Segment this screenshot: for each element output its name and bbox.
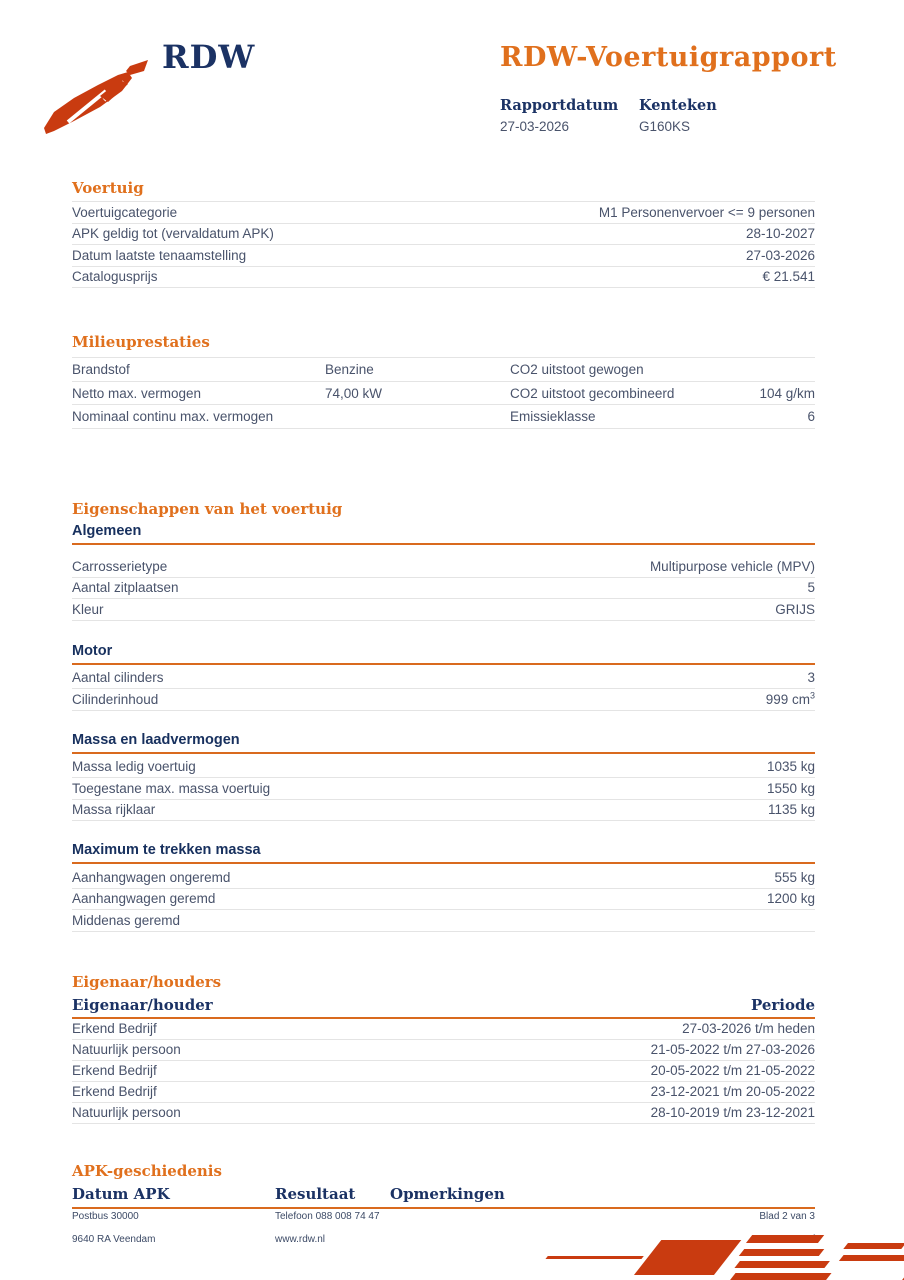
row-label: Voertuigcategorie: [72, 204, 178, 220]
table-row: [72, 757, 815, 779]
section-heading-apk: APK-geschiedenis: [72, 1161, 222, 1180]
row-value-text: 999 cm: [765, 691, 810, 707]
column-header-datum-apk: Datum APK: [72, 1184, 170, 1203]
table-row: [72, 224, 815, 246]
rapportdatum-label: Rapportdatum: [500, 97, 619, 114]
massa-table: [72, 757, 815, 822]
table-row: [72, 689, 815, 711]
column-header-eigenaar: Eigenaar/houder: [72, 995, 213, 1014]
section-heading-voertuig: Voertuig: [72, 179, 144, 197]
column-header-opmerkingen: Opmerkingen: [390, 1184, 505, 1203]
row-label: Carrosserietype: [72, 558, 168, 574]
table-row: [72, 1040, 815, 1061]
table-row: [72, 668, 815, 690]
table-row: [72, 405, 815, 429]
kenteken-value: G160KS: [639, 119, 691, 134]
row-value: 1035 kg: [766, 759, 815, 775]
table-row: [72, 910, 815, 932]
footer-phone: Telefoon 088 008 74 47: [275, 1210, 380, 1222]
table-row: [72, 245, 815, 267]
table-row: [72, 1019, 815, 1040]
row-value: € 21.541: [762, 269, 815, 285]
row-value: Benzine: [325, 361, 374, 377]
row-label: Aanhangwagen ongeremd: [72, 869, 231, 885]
eigenaar-table: [72, 1019, 815, 1124]
table-row: [72, 1061, 815, 1082]
footer-city: 9640 RA Veendam: [72, 1233, 156, 1245]
row-value: 74,00 kW: [325, 385, 383, 401]
table-row: [72, 578, 815, 600]
owner-type: Natuurlijk persoon: [72, 1105, 181, 1121]
row-label: CO2 uitstoot gecombineerd: [510, 385, 675, 401]
row-value: [766, 692, 815, 707]
table-row: [72, 800, 815, 822]
table-row: [72, 599, 815, 621]
row-label: Toegestane max. massa voertuig: [72, 780, 271, 796]
owner-period: 23-12-2021 t/m 20-05-2022: [650, 1084, 815, 1100]
voertuig-table: [72, 201, 815, 288]
table-row: [72, 1103, 815, 1124]
row-label: Netto max. vermogen: [72, 385, 202, 401]
row-label: Datum laatste tenaamstelling: [72, 247, 247, 263]
footer-row: [72, 1211, 815, 1222]
row-label: Catalogusprijs: [72, 269, 158, 285]
row-label: Massa rijklaar: [72, 802, 156, 818]
footer-postbus: Postbus 30000: [72, 1210, 139, 1222]
milieuprestaties-table: [72, 357, 815, 429]
rapportdatum-field: [500, 97, 639, 134]
row-label: Aanhangwagen geremd: [72, 891, 216, 907]
rdw-logo: [44, 36, 254, 136]
section-heading-milieuprestaties: Milieuprestaties: [72, 333, 210, 351]
table-row: [72, 382, 815, 406]
row-label: Middenas geremd: [72, 912, 181, 928]
row-value: 1550 kg: [766, 780, 815, 796]
owner-type: Natuurlijk persoon: [72, 1042, 181, 1058]
column-header-resultaat: Resultaat: [275, 1184, 356, 1203]
owner-period: 21-05-2022 t/m 27-03-2026: [650, 1042, 815, 1058]
apk-table-header: [72, 1185, 815, 1209]
row-label: Massa ledig voertuig: [72, 759, 196, 775]
row-value: GRIJS: [775, 601, 815, 617]
row-value: 1135 kg: [767, 802, 815, 818]
owner-type: Erkend Bedrijf: [72, 1021, 157, 1037]
table-row: [72, 556, 815, 578]
row-value: 104 g/km: [759, 385, 815, 401]
row-label: CO2 uitstoot gewogen: [510, 361, 644, 377]
footer-website: www.rdw.nl: [275, 1233, 326, 1245]
row-value: 5: [807, 580, 815, 596]
report-meta: [500, 97, 840, 134]
table-row: [72, 889, 815, 911]
row-label: Emissieklasse: [510, 409, 596, 425]
subheading-motor: Motor: [72, 643, 815, 665]
row-label: Nominaal continu max. vermogen: [72, 409, 274, 425]
row-label: APK geldig tot (vervaldatum APK): [72, 226, 274, 242]
kenteken-label: Kenteken: [639, 97, 717, 114]
speed-stripes-icon: [520, 1235, 904, 1280]
row-label: Aantal zitplaatsen: [72, 580, 179, 596]
table-row: [72, 867, 815, 889]
owner-period: 28-10-2019 t/m 23-12-2021: [650, 1105, 815, 1121]
subheading-algemeen: Algemeen: [72, 523, 815, 545]
table-row: [72, 202, 815, 224]
column-header-periode: Periode: [750, 995, 815, 1014]
owner-period: 27-03-2026 t/m heden: [682, 1021, 815, 1037]
table-row: [72, 778, 815, 800]
row-value: 1200 kg: [766, 891, 815, 907]
table-row: [72, 358, 815, 382]
owner-type: Erkend Bedrijf: [72, 1084, 157, 1100]
row-value: 28-10-2027: [745, 226, 815, 242]
report-title-block: [500, 42, 840, 134]
row-value: 6: [807, 409, 815, 425]
row-value-superscript: 3: [809, 690, 815, 701]
eigenaar-table-header: [72, 996, 815, 1019]
footer-page-indicator: Blad 2 van 3: [759, 1210, 815, 1222]
row-value: Multipurpose vehicle (MPV): [649, 558, 815, 574]
rapportdatum-value: 27-03-2026: [500, 119, 570, 134]
row-label: Kleur: [72, 601, 104, 617]
row-value: 27-03-2026: [745, 247, 815, 263]
row-label: Cilinderinhoud: [72, 691, 159, 707]
report-content: [72, 181, 815, 1245]
row-label: Brandstof: [72, 361, 130, 377]
kenteken-field: [639, 97, 717, 134]
subheading-massa: Massa en laadvermogen: [72, 732, 815, 754]
row-value: 3: [807, 670, 815, 686]
owner-period: 20-05-2022 t/m 21-05-2022: [650, 1063, 815, 1079]
row-value: M1 Personenvervoer <= 9 personen: [598, 204, 815, 220]
row-label: Aantal cilinders: [72, 670, 164, 686]
subheading-maximum-trekken: Maximum te trekken massa: [72, 842, 815, 864]
algemeen-table: [72, 556, 815, 621]
table-row: [72, 267, 815, 289]
trekken-table: [72, 867, 815, 932]
rdw-feather-icon: [44, 58, 152, 143]
table-row: [72, 1082, 815, 1103]
rdw-wordmark: RDW: [162, 38, 256, 76]
section-heading-eigenschappen: Eigenschappen van het voertuig: [72, 500, 343, 519]
section-heading-eigenaar: Eigenaar/houders: [72, 972, 222, 991]
motor-table: [72, 668, 815, 711]
owner-type: Erkend Bedrijf: [72, 1063, 157, 1079]
page-title: RDW-Voertuigrapport: [500, 42, 837, 73]
row-value: 555 kg: [774, 869, 815, 885]
